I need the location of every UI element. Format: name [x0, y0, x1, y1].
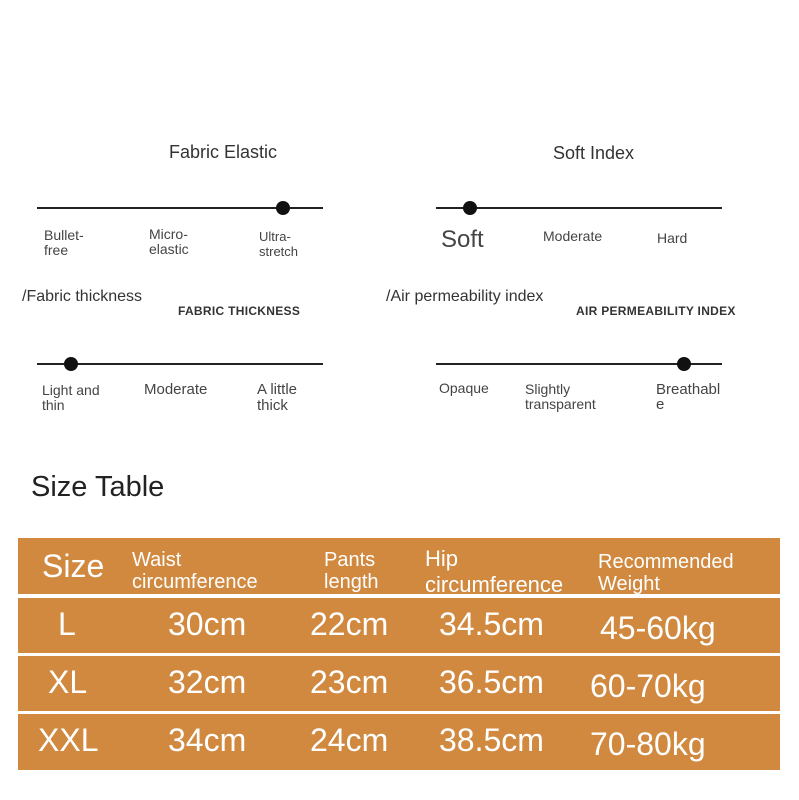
soft-index-level-3: Hard — [657, 230, 688, 246]
fabric-elastic-level-3: Ultra- stretch — [259, 229, 299, 259]
fabric-thickness-subtitle: FABRIC THICKNESS — [178, 304, 301, 318]
soft-index-level-2: Moderate — [543, 228, 603, 244]
soft-index-level-1: Soft — [441, 226, 484, 253]
fabric-thickness-level-3: A little thick — [257, 381, 298, 414]
header-weight: Recommended Weight — [598, 551, 734, 595]
row-hip: 34.5cm — [439, 606, 544, 642]
air-permeability-level-2: Slightly transparent — [525, 381, 596, 412]
air-permeability-title: /Air permeability index — [386, 288, 544, 305]
header-waist: Waist circumference — [132, 549, 258, 593]
fabric-thickness-level-2: Moderate — [144, 381, 208, 398]
air-permeability-subtitle: AIR PERMEABILITY INDEX — [576, 304, 736, 318]
fabric-elastic-level-1: Bullet- free — [44, 227, 84, 258]
header-size: Size — [42, 548, 105, 584]
row-size: L — [58, 606, 76, 642]
fabric-thickness-level-1: Light and thin — [42, 382, 100, 413]
row-pants: 22cm — [310, 606, 389, 642]
row-waist: 34cm — [168, 722, 247, 758]
row-weight: 60-70kg — [590, 668, 706, 704]
soft-index-track — [436, 207, 722, 209]
row-weight: 45-60kg — [600, 610, 716, 646]
size-table-header — [18, 538, 780, 597]
row-hip: 38.5cm — [439, 722, 544, 758]
fabric-thickness-title: /Fabric thickness — [22, 288, 143, 305]
table-row — [18, 656, 780, 711]
table-row — [18, 714, 780, 770]
header-hip: Hip circumference — [425, 546, 564, 597]
fabric-thickness-track — [37, 363, 323, 365]
air-permeability-level-3: Breathabl e — [656, 381, 721, 413]
row-waist: 32cm — [168, 664, 247, 700]
header-pants: Pants length — [324, 549, 379, 593]
fabric-elastic-indicator — [276, 201, 290, 215]
soft-index-indicator — [463, 201, 477, 215]
air-permeability-indicator — [677, 357, 691, 371]
row-pants: 23cm — [310, 664, 389, 700]
table-row — [18, 598, 780, 653]
row-weight: 70-80kg — [590, 726, 706, 762]
fabric-elastic-title: Fabric Elastic — [169, 142, 278, 162]
fabric-thickness-indicator — [64, 357, 78, 371]
row-waist: 30cm — [168, 606, 247, 642]
row-pants: 24cm — [310, 722, 389, 758]
size-table-title: Size Table — [31, 471, 165, 503]
fabric-elastic-level-2: Micro- elastic — [149, 226, 189, 257]
air-permeability-level-1: Opaque — [439, 380, 489, 396]
row-hip: 36.5cm — [439, 664, 544, 700]
row-size: XL — [48, 664, 88, 700]
row-size: XXL — [38, 722, 99, 758]
soft-index-title: Soft Index — [553, 143, 635, 163]
